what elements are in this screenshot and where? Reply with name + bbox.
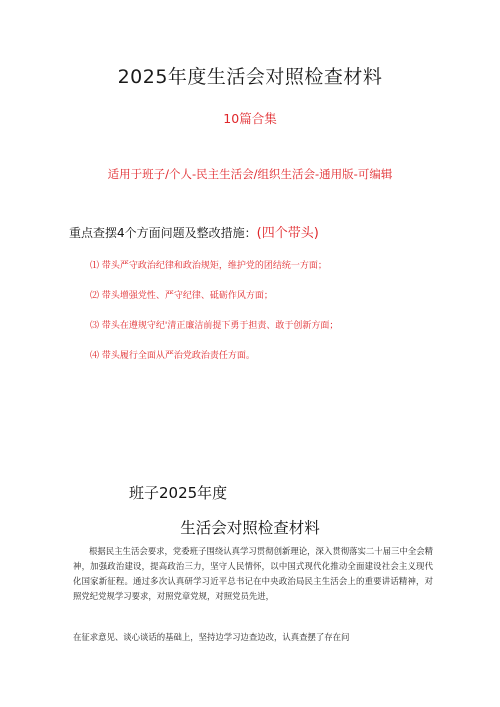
- key-point-item-2: ⑵ 带头增强党性、严守纪律、砥砺作风方面；: [90, 291, 273, 301]
- key-points-heading-text: 重点查摆4个方面问题及整改措施：: [69, 226, 257, 240]
- body-paragraph-2: 在征求意见、谈心谈话的基础上，坚持边学习边查边改，认真查摆了存在问: [73, 632, 350, 642]
- document-title: 2025年度生活会对照检查材料: [117, 66, 383, 88]
- body-paragraph-1: 根据民主生活会要求，党委班子围绕认真学习贯彻创新理论，深入贯彻落实二十届三中全会精神，加强政治建设，提高政治三力，坚守人民情怀，以中国式现代化推动全面建设社会主义现代化国家新征程。通过多次认真研学习近平总书记在中央政治局民主生活会上的重要讲话精神，对照党纪党规学习要求，对照党章党规，对照党员先进，: [73, 546, 433, 601]
- key-point-item-3: ⑶ 带头在遵规守纪'清正廉洁前提下勇于担责、敢于创新方面；: [90, 321, 339, 331]
- applies-to-note: 适用于班子/个人-民主生活会/组织生活会-通用版-可编辑: [107, 167, 393, 181]
- section-title-line-2: 生活会对照检查材料: [180, 519, 320, 537]
- key-points-heading-highlight: (四个带头): [256, 226, 319, 241]
- document-subtitle: 10篇合集: [223, 111, 277, 126]
- key-points-heading: [69, 222, 319, 241]
- section-title-line-1: 班子2025年度: [129, 484, 228, 502]
- key-point-item-4: ⑷ 带头履行全面从严治党政治责任方面。: [90, 351, 255, 361]
- key-point-item-1: ⑴ 带头严守政治纪律和政治规矩，维护党的团结统一方面；: [90, 261, 327, 271]
